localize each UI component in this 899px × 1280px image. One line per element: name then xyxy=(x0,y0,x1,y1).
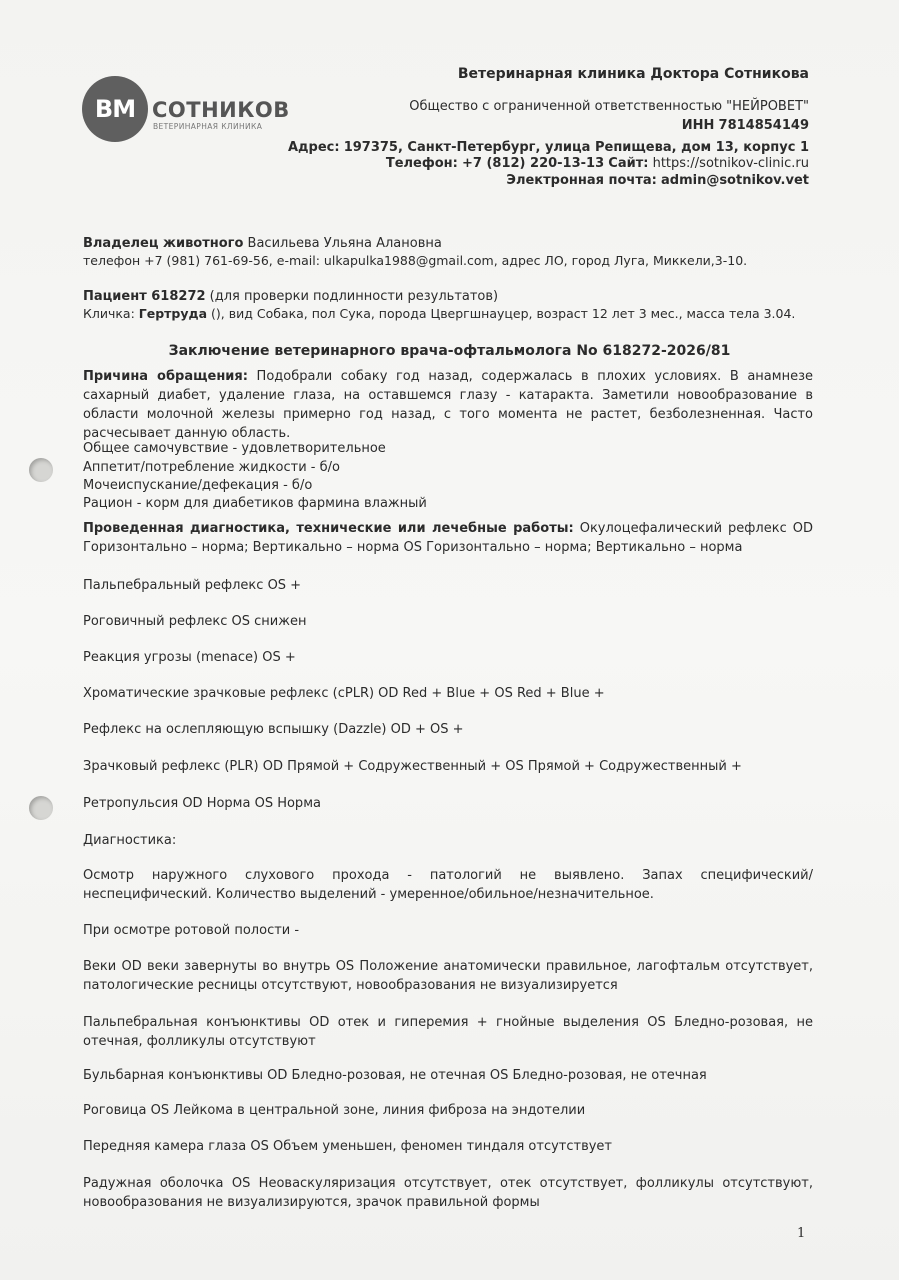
exam-paragraph: Бульбарная конъюнктивы OD Бледно-розовая, не отечная OS Бледно-розовая, не отечная xyxy=(83,1068,707,1083)
exam-paragraph: Передняя камера глаза OS Объем уменьшен, феномен тиндаля отсутствует xyxy=(83,1139,613,1154)
logo-mark: BM xyxy=(82,76,148,142)
page-number: 1 xyxy=(797,1226,806,1241)
clinic-phone-site: Телефон: +7 (812) 220-13-13 Сайт: https://sotnikov-clinic.ru xyxy=(385,156,809,171)
diagnostics-section: Проведенная диагностика, технические или лечебные работы: Окулоцефалический рефлекс OD Горизонтально – норма; Вертикально – норма OS Горизонтально – норма; Вертикально – норма xyxy=(83,521,813,555)
finding-line: Зрачковый рефлекс (PLR) OD Прямой + Содружественный + OS Прямой + Содружественный + xyxy=(83,759,742,774)
exam-paragraph: Веки OD веки завернуты во внутрь OS Положение анатомически правильное, лагофтальм отсутствует, патологические ресницы отсутствуют, новообразования не визуализируется xyxy=(83,959,813,993)
finding-line: Ретропульсия OD Норма OS Норма xyxy=(83,796,321,811)
clinic-address: Адрес: 197375, Санкт-Петербург, улица Репищева, дом 13, корпус 1 xyxy=(287,140,809,155)
logo-subtitle: ВЕТЕРИНАРНАЯ КЛИНИКА xyxy=(153,122,263,131)
clinic-inn: ИНН 7814854149 xyxy=(681,118,809,133)
binder-hole xyxy=(29,458,53,482)
exam-paragraph: Пальпебральная конъюнктивы OD отек и гиперемия + гнойные выделения OS Бледно-розовая, не отечная, фолликулы отсутствуют xyxy=(83,1015,813,1049)
condition-line: Аппетит/потребление жидкости - б/о xyxy=(83,460,340,475)
exam-paragraph: Осмотр наружного слухового прохода - патологий не выявлено. Запах специфический/неспецифический. Количество выделений - умеренное/обильное/незначительное. xyxy=(83,868,813,902)
binder-hole xyxy=(29,796,53,820)
owner-name: Васильева Ульяна Алановна xyxy=(247,236,442,251)
finding-line: Хроматические зрачковые рефлекс (cPLR) OD Red + Blue + OS Red + Blue + xyxy=(83,686,605,701)
clinic-logo xyxy=(82,76,290,146)
patient-details: Кличка: Гертруда (), вид Собака, пол Сука, порода Цвергшнауцер, возраст 12 лет 3 мес., масса тела 3.04. xyxy=(83,306,796,321)
finding-line: Рефлекс на ослепляющую вспышку (Dazzle) OD + OS + xyxy=(83,722,464,737)
owner-contacts: телефон +7 (981) 761-69-56, e-mail: ulkapulka1988@gmail.com, адрес ЛО, город Луга, Миккели,3-10. xyxy=(83,253,748,268)
condition-line: Общее самочувствие - удовлетворительное xyxy=(83,441,386,456)
clinic-name: Ветеринарная клиника Доктора Сотникова xyxy=(457,66,809,82)
exam-paragraph: Радужная оболочка OS Неоваскуляризация отсутствует, отек отсутствует, фолликулы отсутствуют, новообразования не визуализируются, зрачок правильной формы xyxy=(83,1176,813,1210)
document-title: Заключение ветеринарного врача-офтальмолога No 618272-2026/81 xyxy=(168,343,731,359)
clinic-site-link[interactable]: https://sotnikov-clinic.ru xyxy=(652,156,809,171)
clinic-email-link[interactable]: admin@sotnikov.vet xyxy=(660,173,809,188)
condition-line: Рацион - корм для диабетиков фармина влажный xyxy=(83,496,427,511)
exam-paragraph: При осмотре ротовой полости - xyxy=(83,923,300,938)
finding-line: Роговичный рефлекс OS снижен xyxy=(83,614,307,629)
logo-name: СОТНИКОВ xyxy=(152,98,290,122)
condition-line: Мочеиспускание/дефекация - б/о xyxy=(83,478,313,493)
finding-line: Реакция угрозы (menace) OS + xyxy=(83,650,296,665)
reason-section: Причина обращения: Подобрали собаку год назад, содержалась в плохих условиях. В анамнезе сахарный диабет, удаление глаза, на оставшемся глазу - катаракта. Заметили новообразование в области молочной железы примерно год назад, с того момента не растет, безболезненная. Часто расчесывает данную область. xyxy=(83,369,813,441)
diagnostics-heading: Диагностика: xyxy=(83,833,177,848)
exam-paragraph: Роговица OS Лейкома в центральной зоне, линия фиброза на эндотелии xyxy=(83,1103,586,1118)
clinic-org: Общество с ограниченной ответственностью "НЕЙРОВЕТ" xyxy=(409,99,809,114)
owner-line: Владелец животного Васильева Ульяна Алановна xyxy=(83,236,442,251)
patient-line: Пациент 618272 (для проверки подлинности результатов) xyxy=(83,289,499,304)
clinic-email: Электронная почта: admin@sotnikov.vet xyxy=(506,173,809,188)
finding-line: Пальпебральный рефлекс OS + xyxy=(83,578,302,593)
